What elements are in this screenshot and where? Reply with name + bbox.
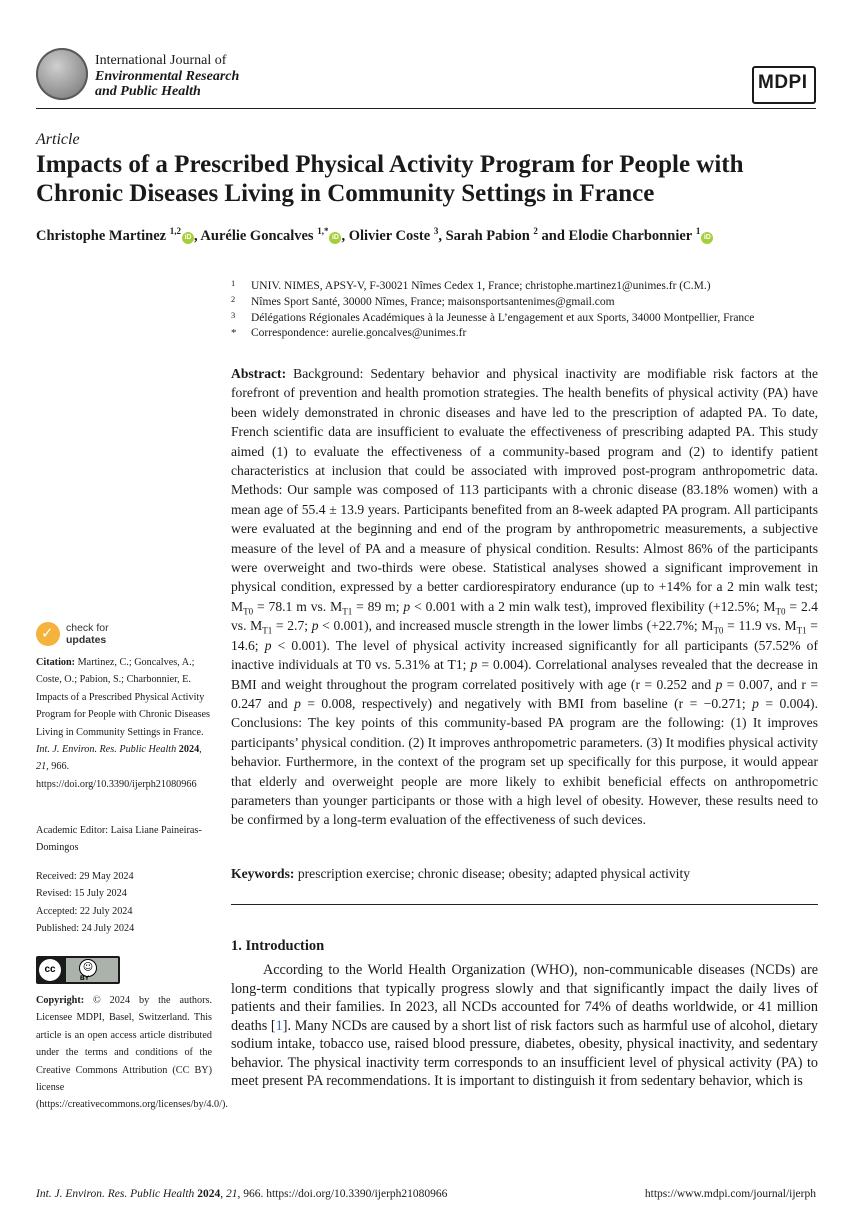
affiliation-item: 2 Nîmes Sport Santé, 30000 Nîmes, France; maisonsportsantenimes@gmail.com: [231, 293, 615, 308]
author-affiliation-mark: 1: [695, 226, 701, 236]
author-affiliation-mark: 2: [533, 226, 538, 236]
author-name: Elodie Charbonnier: [568, 227, 693, 244]
author-name: Aurélie Goncalves: [200, 227, 314, 244]
author-name: Christophe Martinez: [36, 227, 167, 244]
author-name: Sarah Pabion: [445, 227, 530, 244]
article-title: Impacts of a Prescribed Physical Activity Program for People with Chronic Diseases Living in Community Settings in France: [36, 151, 744, 207]
attribution-person-icon: ☺: [79, 959, 97, 977]
journal-name-line2: Environmental Research: [95, 68, 240, 84]
cc-by-license-badge[interactable]: [36, 956, 120, 984]
mdpi-logo-text: MDPI: [758, 72, 808, 93]
creative-commons-icon: cc: [39, 959, 61, 981]
header-divider: [36, 108, 816, 109]
article-type: Article: [36, 131, 80, 148]
reference-link[interactable]: 1: [275, 1017, 283, 1034]
journal-name: [95, 53, 239, 100]
author-affiliation-mark: 1,2: [169, 226, 181, 236]
orcid-icon[interactable]: iD: [329, 232, 341, 244]
keywords-label: Keywords:: [231, 866, 295, 881]
checkmark-icon: ✓: [41, 624, 54, 642]
abstract-label: Abstract:: [231, 366, 287, 381]
academic-editor: Academic Editor: Laisa Liane Paineiras-Domingos: [36, 825, 202, 854]
journal-logo: [36, 48, 88, 100]
orcid-icon[interactable]: iD: [701, 232, 713, 244]
check-for-updates-button[interactable]: ✓ check for updates: [36, 620, 156, 650]
journal-name-line3: and Public Health: [95, 84, 201, 99]
author-affiliation-mark: 1,*: [317, 226, 329, 236]
journal-name-line1: International Journal of: [95, 53, 227, 68]
affiliation-item: 3 Délégations Régionales Académiques à la Jeunesse à L’engagement et aux Sports, 34000 Montpellier, France: [231, 309, 755, 324]
accepted-date: Accepted: 22 July 2024: [36, 905, 133, 917]
copyright-notice: Copyright: © 2024 by the authors. Licensee MDPI, Basel, Switzerland. This article is an open access article distributed under the terms and conditions of the Creative Commons Attribution (CC BY) license (https://creativecommons.org/licenses/by/4.0/).: [36, 995, 228, 1111]
mdpi-logo: [752, 66, 814, 102]
publication-dates: [36, 868, 212, 938]
cc-by-label: BY: [80, 975, 90, 982]
correspondence: * Correspondence: aurelie.goncalves@unimes.fr: [231, 327, 467, 340]
abstract: Abstract: Background: Sedentary behavior and physical inactivity are modifiable risk factors at the forefront of prevention and health promotion strategies. The health benefits of physical activity (PA) have been widely demonstrated in chronic diseases and have led to the prescription of adapted PA. To date, French scientific data are insufficient to evaluate the effectiveness of prescribing adapted PA. This study aimed (1) to evaluate the effectiveness of a community-based program and (2) to identify patient characteristics at inclusion that could be associated with improved post-program anthropometric data. Methods: Our sample was composed of 113 participants with a chronic disease (83.18% women) with a mean age of 55.4 ± 13.9 years. Participants benefited from an 8-week adapted PA program. All participants were evaluated at the beginning and end of the program by anthropometric measurements, a subjective measure of the level of PA and a measure of physical condition. Results: Almost 86% of the participants were overweight and two-thirds were obese. Statistical analyses showed a significant improvement in physical condition, expressed by a better cardiorespiratory endurance (up to +14% for a 2 min walk test; $M_{T0} = 78.1$ m vs. $M_{T1} = 89$ m; p < 0.001 with a 2 min walk test), improved flexibility (+12.5%; $M_{T0} = 2.4$ vs. $M_{T1} = 2.7$; p < 0.001), and increased muscle strength in the lower limbs (+22.7%; $M_{T0} = 11.9$ vs. $M_{T1} = 14.6$; p < 0.001). The level of physical activity increased significantly for all participants (57.52% of inactive individuals at T0 vs. 5.31% at T1; p = 0.004). Correlational analyses revealed that the decrease in BMI and weight throughout the program correlated positively with age (r = 0.252 and p = 0.007, and r = 0.247 and p = 0.008, respectively) and negatively with BMI from baseline (r = −0.271; p = 0.004). Conclusions: The key points of this community-based PA program are the following: (1) It improves participants’ physical condition. (2) It improves anthropometric parameters. (3) It modifies physical activity behavior. Furthermore, in the context of the program set up specifically for this purpose, it would appear that elderly and overweight people are more likely to exhibit beneficial effects on anthropometric parameters than younger participants or those with a high level of obesity. However, these results need to be confirmed by a long-term evaluation of the effectiveness of such devices.: [231, 366, 818, 828]
footer-citation: Int. J. Environ. Res. Public Health 2024, 21, 966. https://doi.org/10.3390/ijerph21080966: [36, 1188, 448, 1200]
received-date: Received: 29 May 2024: [36, 871, 134, 882]
section-divider: [231, 904, 818, 905]
keywords: Keywords: prescription exercise; chronic disease; obesity; adapted physical activity: [231, 866, 691, 881]
affiliation-item: 1 UNIV. NIMES, APSY-V, F-30021 Nîmes Cedex 1, France; christophe.martinez1@unimes.fr (C.M.): [231, 278, 711, 292]
author-affiliation-mark: 3: [433, 226, 439, 236]
revised-date: Revised: 15 July 2024: [36, 888, 127, 900]
footer-journal-url[interactable]: https://www.mdpi.com/journal/ijerph: [644, 1188, 816, 1200]
section-heading: 1. Introduction: [231, 938, 325, 954]
author-list: Christophe Martinez $^{1,2}$iD , Aurélie Goncalves $^{1,*}$iD , Olivier Coste $^3$, Sarah Pabion $^2$ and Elodie Charbonnier $^1$iD: [36, 226, 713, 245]
orcid-icon[interactable]: iD: [182, 232, 194, 244]
citation: Citation: Martinez, C.; Goncalves, A.; Coste, O.; Pabion, S.; Charbonnier, E. Impacts of a Prescribed Physical Activity Program for People with Chronic Diseases Living in Community Settings in France. Int. J. Environ. Res. Public Health 2024, 21, 966. https://doi.org/10.3390/ijerph21080966: [36, 657, 211, 790]
intro-paragraph: According to the World Health Organization (WHO), non-communicable diseases (NCDs) are long-term conditions that typically progress slowly and that significantly impact the daily lives of patients and their families. In 2023, all NCDs accounted for 74% of deaths worldwide, or 41 million deaths [1]. Many NCDs are caused by a short list of risk factors such as harmful use of alcohol, dietary sodium intake, tobacco use, raised blood pressure, diabetes, obesity, physical inactivity, and sedentary behavior. The physical inactivity term corresponds to an insufficient level of physical activity (PA) to meet present PA recommendations. It is important to distinguish it from sedentary behavior, which is: [231, 962, 818, 1089]
published-date: Published: 24 July 2024: [36, 923, 135, 935]
affiliations: [231, 279, 754, 342]
author-name: Olivier Coste: [348, 227, 431, 244]
